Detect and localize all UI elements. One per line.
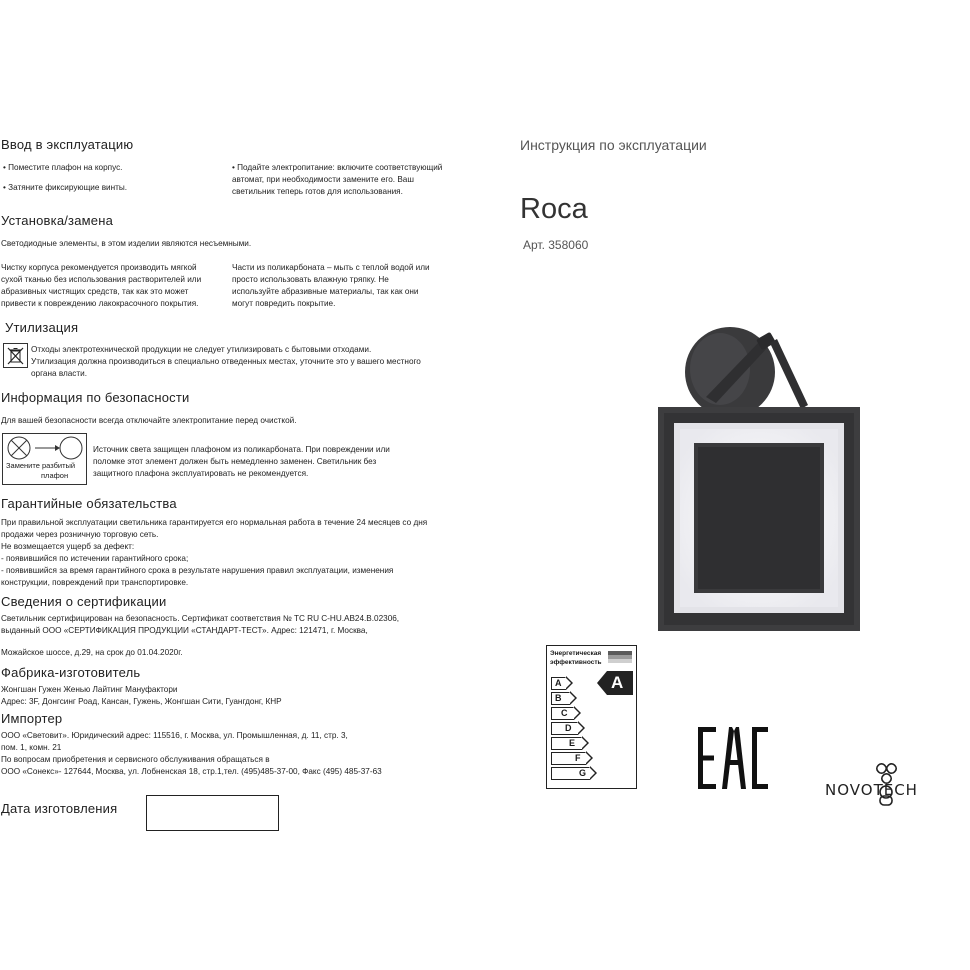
energy-level-label: A xyxy=(555,678,562,688)
text-line: При правильной эксплуатации светильника гарантируется его нормальная работа в течение 24 месяцев со дня xyxy=(1,518,428,527)
energy-level-label: D xyxy=(565,723,572,733)
text-line: автомат, при необходимости замените его. Ваш xyxy=(232,175,414,184)
text-line: защитного плафона эксплуатировать не рекомендуется. xyxy=(93,469,309,478)
text-line: Адрес: 3F, Донгсинг Роад, Кансан, Гужень, Жонгшан Сити, Гуангдонг, КНР xyxy=(1,697,282,706)
text-line: Части из поликарбоната – мыть с теплой водой или xyxy=(232,263,430,272)
text-line: могут повредить покрытие. xyxy=(232,299,336,308)
section-title-install: Установка/замена xyxy=(1,213,114,228)
text-line: - появившийся за время гарантийного срока в результате нарушения правил эксплуатации, изменения xyxy=(1,566,394,575)
text-line: светильник теперь готов для использования. xyxy=(232,187,403,196)
product-illustration xyxy=(650,325,870,635)
energy-level-label: G xyxy=(579,768,587,778)
safety-text xyxy=(93,444,390,480)
section-title-factory: Фабрика-изготовитель xyxy=(1,665,141,680)
text-line: сухой тканью без использования растворителей или xyxy=(1,275,202,284)
energy-level-label: E xyxy=(569,738,576,748)
importer-text xyxy=(1,730,382,778)
text-line: ООО «Световит». Юридический адрес: 115516, г. Москва, ул. Промышленная, д. 11, стр. 3, xyxy=(1,731,348,740)
certification-address: Можайское шоссе, д.29, на срок до 01.04.2020г. xyxy=(1,648,183,657)
section-title-warranty: Гарантийные обязательства xyxy=(1,496,177,511)
section-title-commissioning: Ввод в эксплуатацию xyxy=(1,137,134,152)
text-line: Источник света защищен плафоном из поликарбоната. При повреждении или xyxy=(93,445,390,454)
commissioning-step-2: • Затяните фиксирующие винты. xyxy=(3,183,128,192)
text-line: ООО «Сонекс»- 127644, Москва, ул. Лобненская 18, стр.1,тел. (495)485-37-00, Факс (495) 485-37-63 xyxy=(1,767,382,776)
text-line: просто использовать влажную тряпку. Не xyxy=(232,275,389,284)
energy-rating-letter: A xyxy=(611,673,624,692)
text-line: - появившийся по истечении гарантийного срока; xyxy=(1,554,189,563)
text-line: Жонгшан Гужен Женью Лайтинг Мануфактори xyxy=(1,685,178,694)
install-cleaning-polycarbonate xyxy=(232,262,430,310)
disposal-text xyxy=(31,344,421,380)
energy-title-1: Энергетическая xyxy=(550,650,602,657)
manufacture-date-field[interactable] xyxy=(146,795,279,831)
install-cleaning-body xyxy=(1,262,201,310)
section-title-importer: Импортер xyxy=(1,711,63,726)
broken-shade-icon xyxy=(2,433,87,485)
text-line: продажи через розничную торговую сеть. xyxy=(1,530,159,539)
text-line: поломке этот элемент должен быть немедленно заменен. Светильник без xyxy=(93,457,377,466)
section-title-safety: Информация по безопасности xyxy=(1,390,190,405)
energy-color-bar-icon xyxy=(608,651,632,663)
brand-name: NOVOTECH xyxy=(825,781,918,799)
energy-rating-badge xyxy=(597,671,633,695)
text-line: По вопросам приобретения и сервисного обслуживания обращаться в xyxy=(1,755,270,764)
energy-level-label: B xyxy=(555,693,562,703)
text-line: • Подайте электропитание: включите соответствующий xyxy=(232,163,443,172)
weee-bin-icon xyxy=(3,343,28,368)
product-name: Roca xyxy=(520,193,588,225)
energy-level-label: C xyxy=(561,708,568,718)
energy-efficiency-label xyxy=(546,645,637,789)
article-number: Арт. 358060 xyxy=(523,238,589,252)
text-line: используйте абразивные материалы, так как они xyxy=(232,287,419,296)
text-line: Не возмещается ущерб за дефект: xyxy=(1,542,135,551)
commissioning-step-1: • Поместите плафон на корпус. xyxy=(3,163,123,172)
broken-shade-caption-2: плафон xyxy=(41,471,69,480)
text-line: конструкции, повреждений при транспортировке. xyxy=(1,578,189,587)
section-title-manufacture-date: Дата изготовления xyxy=(1,801,118,816)
energy-title-2: эффективность xyxy=(550,659,602,666)
energy-level-label: F xyxy=(575,753,581,763)
text-line: Утилизация должна производиться в специально отведенных местах, уточните это у вашего местного xyxy=(31,357,421,366)
text-line: Светильник сертифицирован на безопасность. Сертификат соответствия № ТС RU C-HU.АВ24.В.02306, xyxy=(1,614,400,623)
section-title-disposal: Утилизация xyxy=(5,320,79,335)
section-title-certification: Сведения о сертификации xyxy=(1,594,167,609)
text-line: органа власти. xyxy=(31,369,88,378)
broken-shade-caption-1: Замените разбитый xyxy=(6,461,76,470)
certification-text xyxy=(1,613,399,637)
text-line: пом. 1, комн. 21 xyxy=(1,743,62,752)
commissioning-step-3 xyxy=(232,162,442,198)
text-line: Отходы электротехнической продукции не следует утилизировать с бытовыми отходами. xyxy=(31,345,372,354)
text-line: выданный ООО «СЕРТИФИКАЦИЯ ПРОДУКЦИИ «СТАНДАРТ-ТЕСТ». Адрес: 121471, г. Москва, xyxy=(1,626,368,635)
safety-note: Для вашей безопасности всегда отключайте электропитание перед очисткой. xyxy=(1,416,297,425)
warranty-text xyxy=(1,517,427,589)
install-note: Светодиодные элементы, в этом изделии являются несъемными. xyxy=(1,239,252,248)
text-line: привести к повреждению лакокрасочного покрытия. xyxy=(1,299,199,308)
eac-logo xyxy=(698,727,768,789)
text-line: абразивных чистящих средств, так как это может xyxy=(1,287,189,296)
text-line: Чистку корпуса рекомендуется производить мягкой xyxy=(1,263,197,272)
factory-text xyxy=(1,684,282,708)
manual-header: Инструкция по эксплуатации xyxy=(520,137,707,153)
